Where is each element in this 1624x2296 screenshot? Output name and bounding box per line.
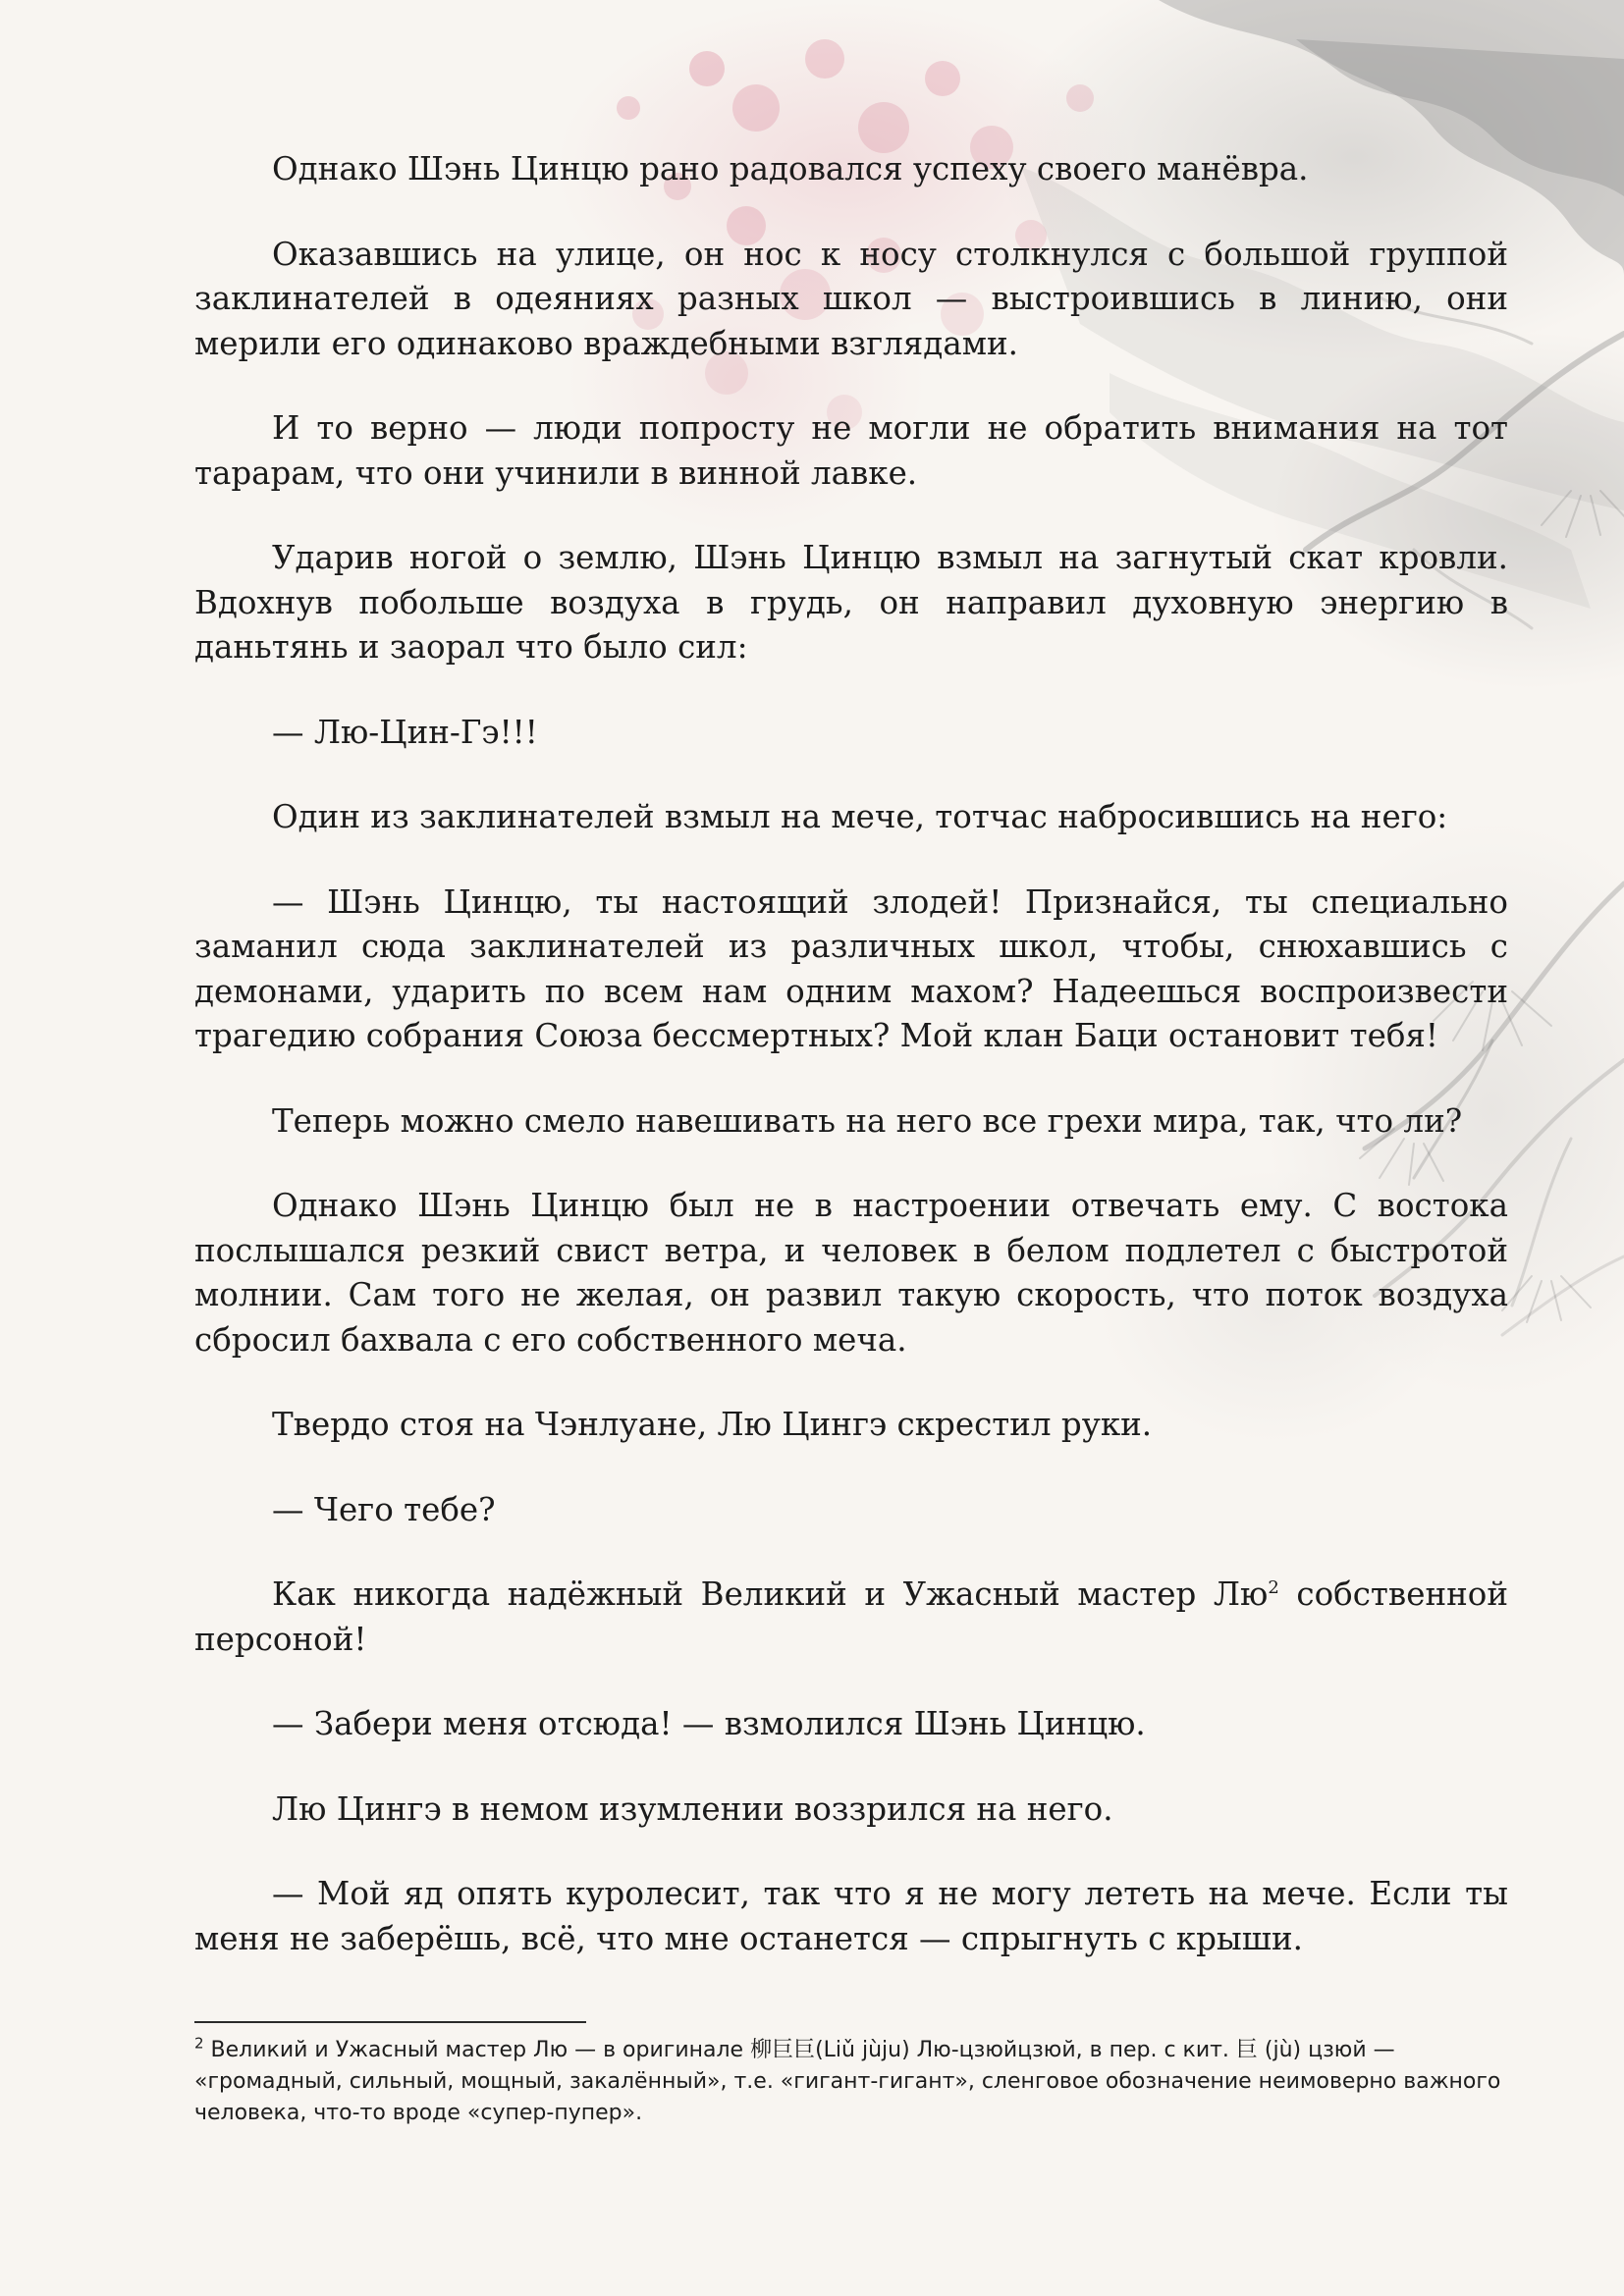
footnote-text: Великий и Ужасный мастер Лю — в оригинале 柳巨巨(Liǔ jùju) Лю-цзюйцзюй, в пер. с кит. 巨 (jù) цзюй — «громадный, сильный, мощный, закалённый», т.е. «гигант-гигант», сленговое обозначение неимоверно важного человека, что-то вроде «супер-пупер».	[194, 2038, 1501, 2125]
paragraph-text: Как никогда надёжный Великий и Ужасный мастер Лю	[272, 1575, 1269, 1613]
paragraph: — Забери меня отсюда! — взмолился Шэнь Цинцю.	[272, 1705, 1146, 1742]
paragraph: — Мой яд опять куролесит, так что я не могу лететь на мече. Если ты меня не заберёшь, всё, что мне останется — спрыгнуть с крыши.	[194, 1875, 1508, 1957]
paragraph-with-footnote	[194, 1573, 1508, 1662]
paragraph: — Чего тебе?	[272, 1490, 496, 1528]
footnote-reference[interactable]: 2	[1268, 1577, 1279, 1599]
paragraph: И то верно — люди попросту не могли не обратить внимания на тот тарарам, что они учинили в винной лавке.	[194, 409, 1508, 492]
footnote-number: 2	[194, 2034, 204, 2053]
footnote-separator	[194, 2021, 586, 2023]
paragraph: — Лю-Цин-Гэ!!!	[272, 713, 538, 751]
paragraph: — Шэнь Цинцю, ты настоящий злодей! Признайся, ты специально заманил сюда заклинателей из различных школ, чтобы, снюхавшись с демонами, ударить по всем нам одним махом? Надеешься воспроизвести трагедию собрания Союза бессмертных? Мой клан Баци остановит тебя!	[194, 882, 1508, 1054]
paragraph: Лю Цингэ в немом изумлении воззрился на него.	[272, 1789, 1113, 1828]
paragraph: Однако Шэнь Цинцю был не в настроении отвечать ему. С востока послышался резкий свист ветра, и человек в белом подлетел с быстротой молнии. Сам того не желая, он развил такую скорость, что поток воздуха сбросил бахвала с его собственного меча.	[194, 1187, 1508, 1359]
body-text	[194, 147, 1508, 2002]
paragraph: Однако Шэнь Цинцю рано радовался успеху своего манёвра.	[272, 150, 1309, 187]
paragraph: Ударив ногой о землю, Шэнь Цинцю взмыл на загнутый скат кровли. Вдохнув побольше воздуха в грудь, он направил духовную энергию в даньтянь и заорал что было сил:	[194, 539, 1508, 666]
paragraph: Твердо стоя на Чэнлуане, Лю Цингэ скрестил руки.	[272, 1406, 1153, 1443]
paragraph: Один из заклинателей взмыл на мече, тотчас набросившись на него:	[272, 798, 1448, 835]
paragraph: Оказавшись на улице, он нос к носу столкнулся с большой группой заклинателей в одеяниях разных школ — выстроившись в линию, они мерили его одинаково враждебными взглядами.	[194, 235, 1508, 362]
paragraph-text: собственной персоной!	[194, 1575, 1508, 1658]
paragraph: Теперь можно смело навешивать на него все грехи мира, так, что ли?	[272, 1101, 1463, 1140]
footnote	[194, 2035, 1508, 2129]
